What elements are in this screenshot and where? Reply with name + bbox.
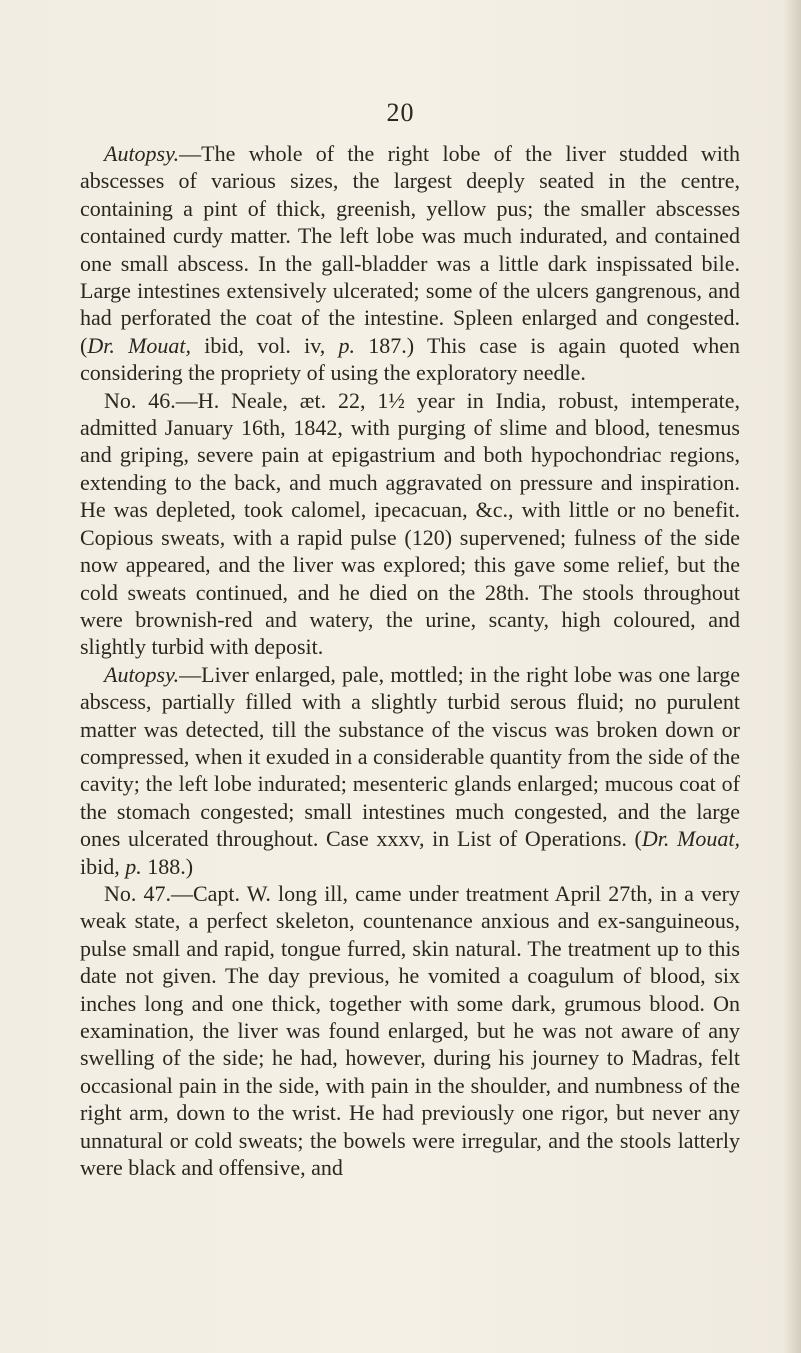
citation-author: Dr. Mouat, <box>87 332 192 358</box>
paragraph-text: —Liver enlarged, pale, mottled; in the right lobe was one large abscess, partially filled with a slightly turbid serous fluid; no purulent matter was detected, till the substance of the viscus was broken down or compressed, when it exuded in a considerable quantity from the side of the cavity; the left lobe indurated; mesenteric glands enlarged; mucous coat of the stomach congested; small intestines much congested, and the large ones ulcerated throughout. Case xxxv, in List of Operations. ( <box>80 661 740 852</box>
autopsy-heading: Autopsy. <box>104 661 180 687</box>
citation-text: ibid, <box>80 853 126 879</box>
citation-text: ibid, vol. iv, <box>191 332 339 358</box>
citation-tail: 187.) This case is again quoted when considering the propriety of using the exploratory needle. <box>80 332 740 386</box>
paragraph-text: —The whole of the right lobe of the liver studded with abscesses of various sizes, the largest deeply seated in the centre, containing a pint of thick, greenish, yellow pus; the smaller abscesses contained curdy matter. The left lobe was much indurated, and contained one small abscess. In the gall-bladder was a little dark inspissated bile. Large intestines extensively ulcerated; some of the ulcers gangrenous, and had perforated the coat of the intestine. Spleen enlarged and congested. ( <box>80 141 740 358</box>
citation-page-abbrev: p. <box>338 332 356 358</box>
page-number: 20 <box>386 98 415 127</box>
citation-author: Dr. Mouat, <box>641 826 740 852</box>
paragraph-autopsy-1 <box>80 140 740 387</box>
paragraph-autopsy-2 <box>80 661 740 880</box>
page-edge-shadow <box>783 0 801 1353</box>
autopsy-heading: Autopsy. <box>104 141 180 166</box>
body-text <box>80 140 740 1181</box>
citation-tail: 188.) <box>141 853 194 879</box>
citation-page-abbrev: p. <box>125 853 142 879</box>
paragraph-text: No. 46.—H. Neale, æt. 22, 1½ year in India, robust, intemperate, admitted January 16th, 1842, with purging of slime and blood, tenesmus and griping, severe pain at epigastrium and both hypochondriac regions, extending to the back, and much aggravated on pressure and inspiration. He was depleted, took calomel, ipecacuan, &c., with little or no benefit. Copious sweats, with a rapid pulse (120) supervened; fulness of the side now appeared, and the liver was explored; this gave some relief, but the cold sweats continued, and he died on the 28th. The stools throughout were brownish-red and watery, the urine, scanty, high coloured, and slightly turbid with deposit. <box>80 387 740 660</box>
paragraph-case-47 <box>80 880 740 1181</box>
paragraph-case-46 <box>80 387 740 661</box>
paragraph-text: No. 47.—Capt. W. long ill, came under treatment April 27th, in a very weak state, a perfect skeleton, countenance anxious and ex-sanguineous, pulse small and rapid, tongue furred, skin natural. The treatment up to this date not given. The day previous, he vomited a coagulum of blood, six inches long and one thick, together with some dark, grumous blood. On examination, the liver was found enlarged, but he was not aware of any swelling of the side; he had, however, during his journey to Madras, felt occasional pain in the side, with pain in the shoulder, and numbness of the right arm, down to the wrist. He had previously one rigor, but never any unnatural or cold sweats; the bowels were irregular, and the stools latterly were black and offensive, and <box>80 880 740 1181</box>
